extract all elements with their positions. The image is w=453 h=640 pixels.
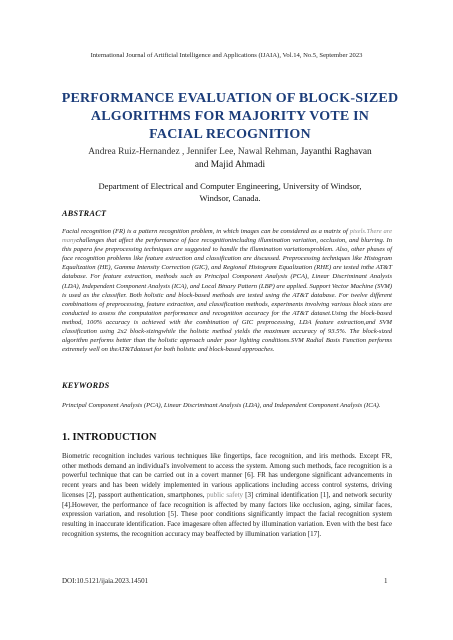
keywords-heading: KEYWORDS (62, 381, 110, 390)
title-line-2: ALGORITHMS FOR MAJORITY VOTE IN (90, 109, 370, 124)
keywords-body: Principal Component Analysis (PCA), Linear Discriminant Analysis (LDA), and Independent Component Analysis (ICA). (62, 402, 381, 409)
page-number: 1 (384, 577, 388, 585)
affiliation (90, 181, 370, 204)
abstract-body (62, 227, 392, 354)
introduction-heading: 1. INTRODUCTION (62, 432, 157, 443)
abstract-text-faded: pixels.There are many (62, 228, 392, 245)
abstract-text-2: challenges that affect the performance of face recognitionincluding illumination variation, occlusion, and blurring. In this papera few preprocessing techniques are suggested to handle the illumination variationsproblem. Also, other phases of face recognition problems like feature extraction and classification are discussed. Preprocessing techniques like Histogram Equalization (HE), Gamma Intensity Correction (GIC), and Regional Histogram Equalization (RHE) are tested inthe AT&T database. For feature extraction, methods such as Principal Component Analysis (PCA), Linear Discriminant Analysis (LDA), Independent Component Analysis (ICA), and Local Binary Pattern (LBP) are applied. Support Vector Machine (SVM) is used as the classifier. Both holistic and block-based methods are tested using the AT&T database. For twelve different combinations of preprocessing, feature extraction, and classification methods, experiments involving various block sizes are conducted to assess the computation performance and recognition accuracy for the AT&T dataset.Using the block-based method, 100% accuracy is achieved with the combination of GIC preprocessing, LDA feature extraction,and SVM classification using 2x2 block-sizingwhile the holistic method yields the maximum accuracy of 93.5%. The block-sized algorithm performs better than the holistic approach under poor lighting conditions.SVM Radial Basis Function performs extremely well on theAT&Tdataset for both holistic and block-based approaches. (62, 237, 392, 354)
intro-text-2: [3] criminal identification [1], and network security [4].However, the performance of face recognition is affected by many factors like occlusion, aging, similar faces, expression variation, and resolution [5]. These poor conditions significantly impact the facial recognition system resulting in inaccurate identification. Face imagesare often affected by illumination variation. Even with the best face recognition systems, the recognition accuracy may beaffected by illumination variation [17]. (62, 490, 392, 538)
introduction-body (62, 452, 392, 539)
intro-text-faded: public safety (206, 490, 244, 499)
abstract-text-1: Facial recognition (FR) is a pattern recognition problem, in which images can be considered as a matrix of (62, 228, 350, 235)
author-list (60, 146, 400, 172)
title-line-1: PERFORMANCE EVALUATION OF BLOCK-SIZED (61, 91, 399, 106)
affiliation-line-2: Windsor, Canada. (199, 192, 261, 203)
paper-title (60, 90, 400, 144)
affiliation-line-1: Department of Electrical and Computer Engineering, University of Windsor, (98, 181, 362, 191)
intro-text-1: Biometric recognition includes various techniques like fingertips, face recognition, and iris methods. Except FR, other methods demand an individual's involvement to access the system. Among such methods, face recognition is a powerful technique that can be carried out in a covert manner [6]. FR has undergone significant advancements in recent years and has been widely implemented in various applications including access control systems, driving licenses [2], passport authentication, smartphones, (62, 452, 392, 499)
footer-doi: DOI:10.5121/ijaia.2023.14501 (62, 577, 149, 585)
authors-line-2: and Majid Ahmadi (194, 160, 266, 170)
title-line-3: FACIAL RECOGNITION (149, 127, 311, 142)
authors-line-1-part-2: Jayanthi Raghavan (300, 147, 372, 157)
journal-header: International Journal of Artificial Intelligence and Applications (IJAIA), Vol.14, No.5, September 2023 (90, 52, 363, 59)
authors-line-1-part-1: Andrea Ruiz-Hernandez , Jennifer Lee, Nawal Rehman, (88, 147, 301, 157)
abstract-heading: ABSTRACT (62, 209, 107, 218)
